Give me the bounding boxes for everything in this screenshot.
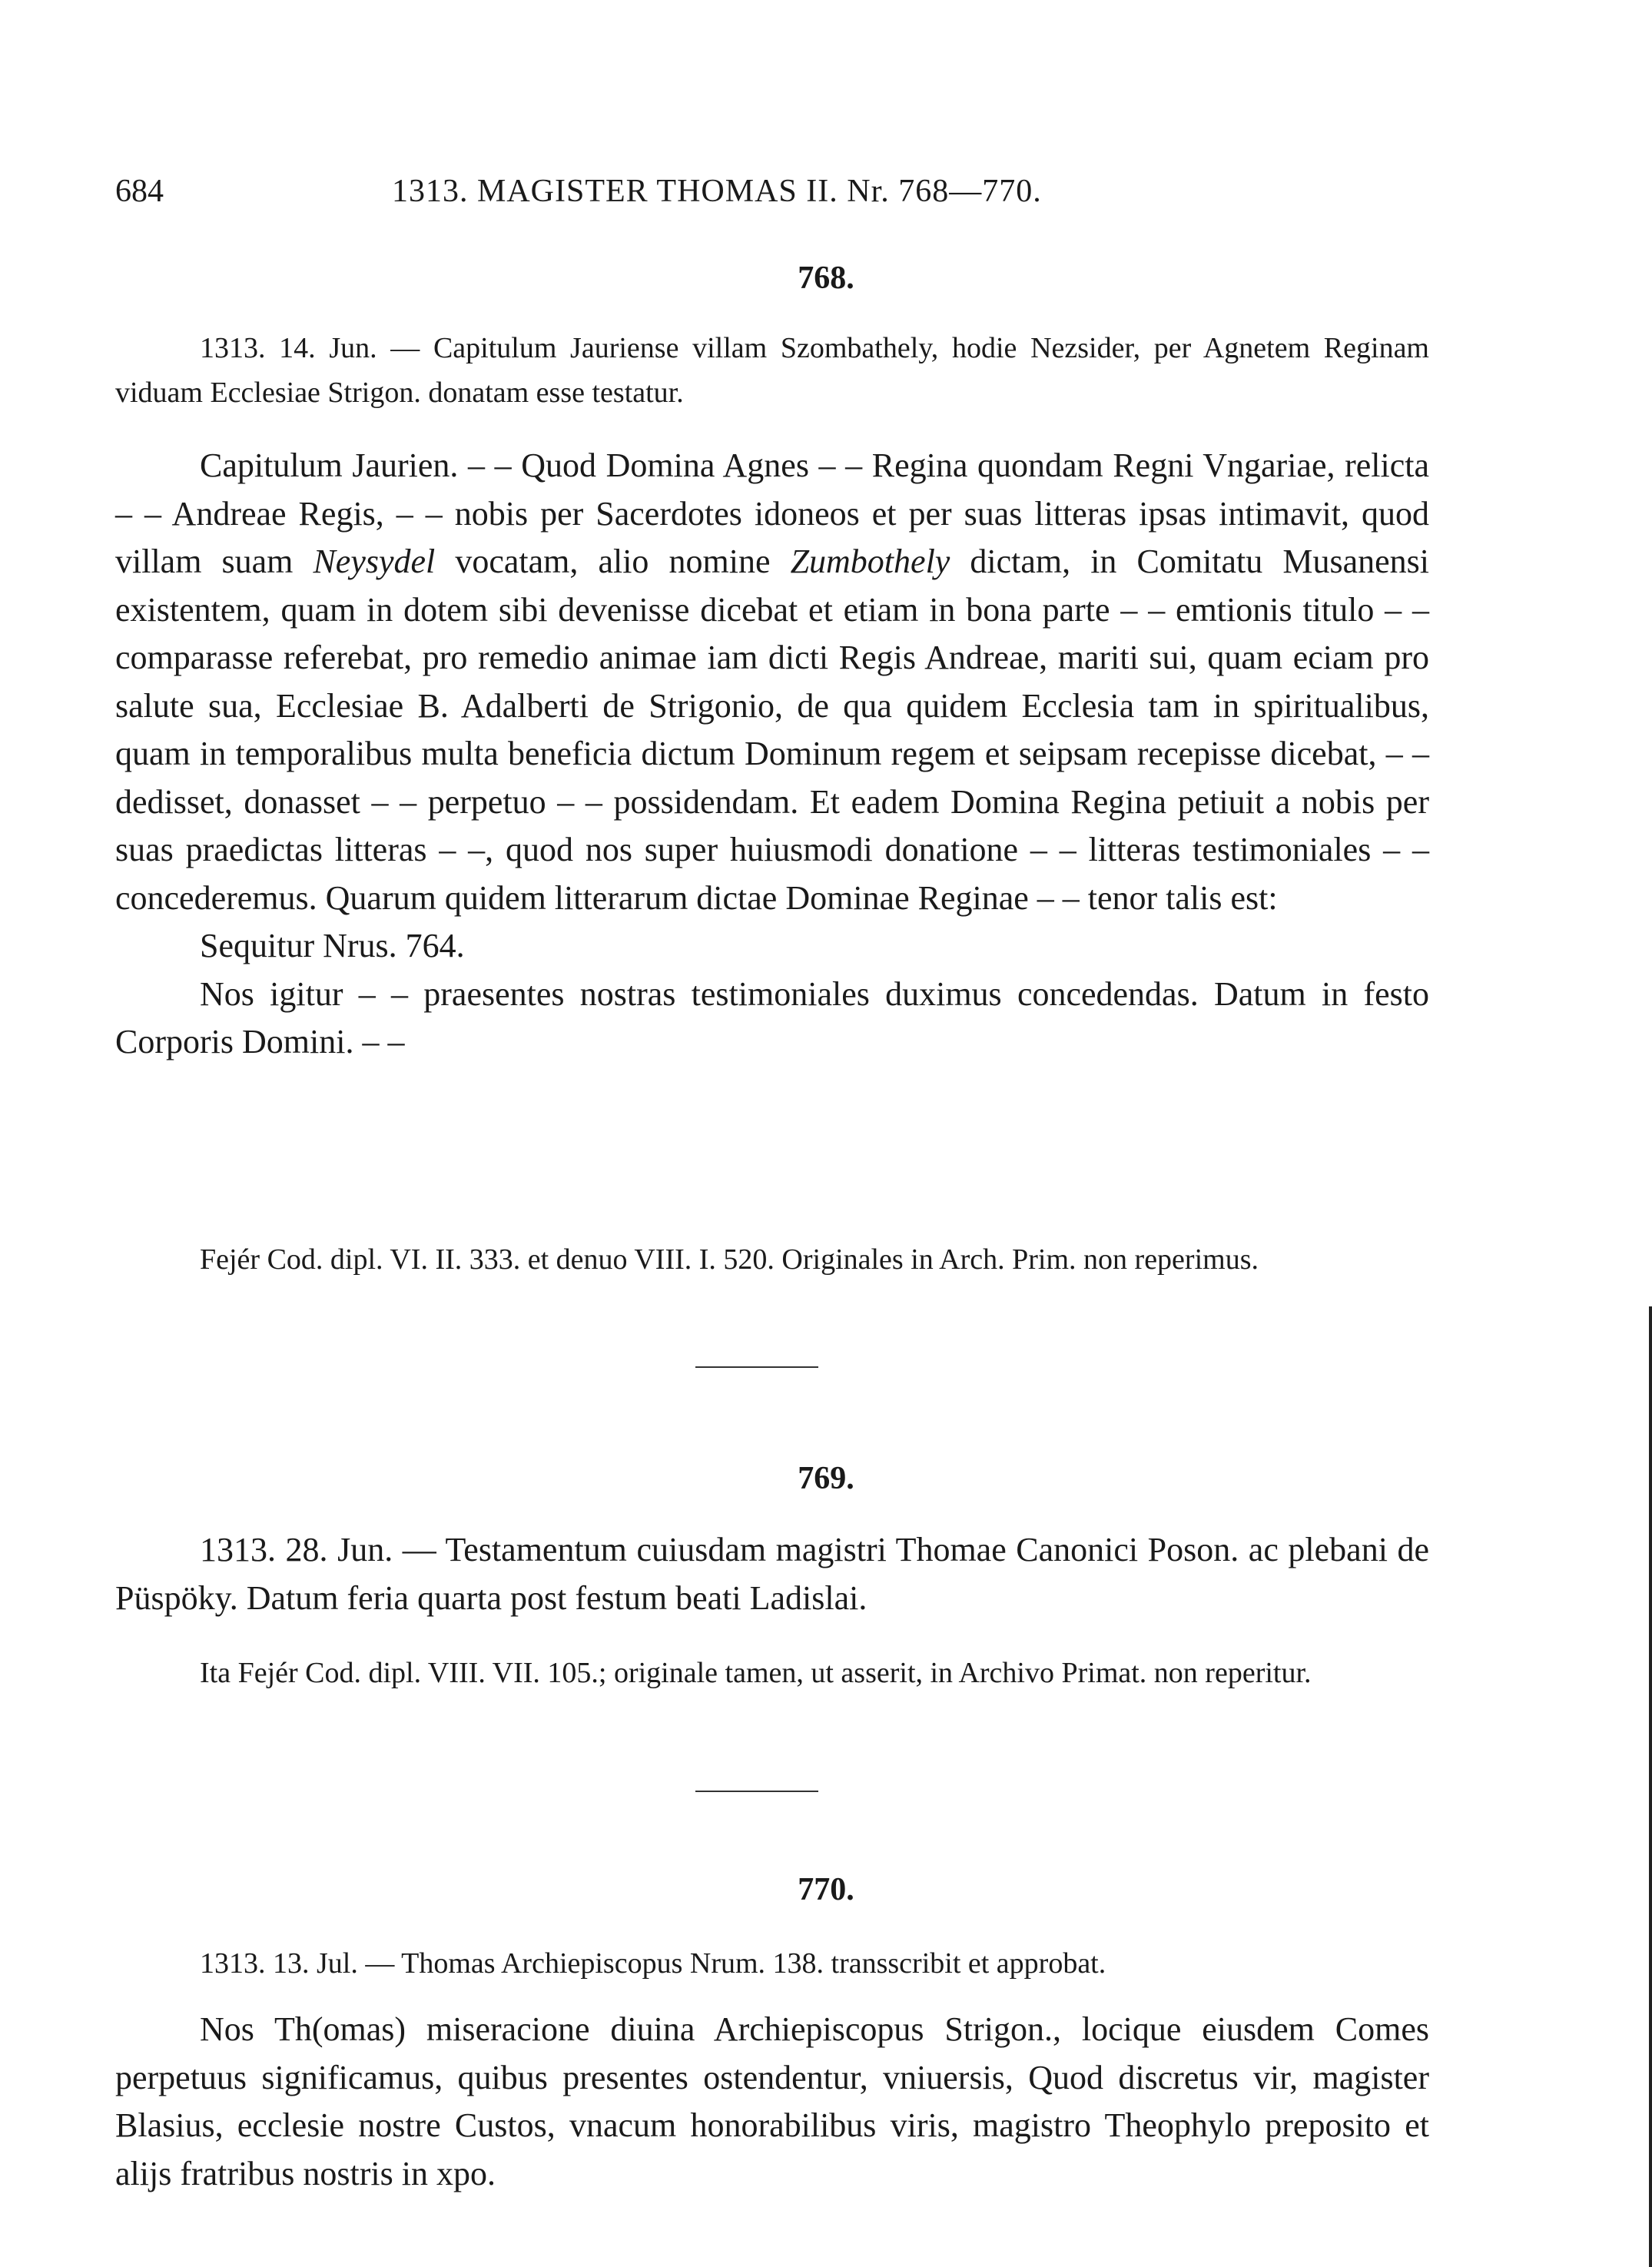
- section-divider: [695, 1366, 818, 1368]
- closing-paragraph: Nos igitur – – praesentes nostras testimoniales duximus concedendas. Datum in festo Corporis Domini. – –: [115, 974, 1429, 1060]
- summary-770: 1313. 13. Jul. — Thomas Archiepiscopus Nrum. 138. transscribit et approbat.: [200, 1947, 1106, 1980]
- place-name-zumbothely: Zumbothely: [790, 543, 950, 580]
- section-divider: [695, 1791, 818, 1792]
- page-number: 684: [115, 174, 164, 209]
- sequitur-line: Sequitur Nrus. 764.: [200, 927, 465, 964]
- document-number-769: 769.: [798, 1461, 854, 1496]
- scan-edge-shadow: [1649, 1306, 1652, 2267]
- summary-769: 1313. 28. Jun. — Testamentum cuiusdam magistri Thomae Canonici Poson. ac plebani de Püspöky. Datum feria quarta post festum beati Ladislai.: [115, 1531, 1429, 1617]
- source-note-768: Fejér Cod. dipl. VI. II. 333. et denuo VIII. I. 520. Originales in Arch. Prim. non reperimus.: [200, 1243, 1259, 1276]
- charter-text-770: Nos Th(omas) miseracione diuina Archiepiscopus Strigon., locique eiusdem Comes perpetuus significamus, quibus presentes ostendentur, vniuersis, Quod discretus vir, magister Blasius, ecclesie nostre Custos, vnacum honorabilibus viris, magistro Theophylo preposito et alijs fratribus nostris in xpo.: [115, 2010, 1429, 2192]
- document-number-768: 768.: [798, 261, 854, 296]
- document-number-770: 770.: [798, 1872, 854, 1907]
- page-header: [115, 173, 1421, 219]
- summary-768: 1313. 14. Jun. — Capitulum Jauriense villam Szombathely, hodie Nezsider, per Agnetem Reginam viduam Ecclesiae Strigon. donatam esse testatur.: [115, 332, 1429, 409]
- source-note-769: Ita Fejér Cod. dipl. VIII. VII. 105.; originale tamen, ut asserit, in Archivo Primat. non reperitur.: [200, 1657, 1312, 1689]
- charter-text-768: [115, 442, 1429, 1067]
- running-title: 1313. MAGISTER THOMAS II. Nr. 768—770.: [392, 174, 1042, 209]
- charter-paragraph: Capitulum Jaurien. – – Quod Domina Agnes – – Regina quondam Regni Vngariae, relicta – – Andreae Regis, – – nobis per Sacerdotes idoneos et per suas litteras ipsas intimavit, quod villam suam Neysydel vocatam, alio nomine Zumbothely dictam, in Comitatu Musanensi existentem, quam in dotem sibi devenisse dicebat et etiam in bona parte – – emtionis titulo – – comparasse referebat, pro remedio animae iam dicti Regis Andreae, mariti sui, quam eciam pro salute sua, Ecclesiae B. Adalberti de Strigonio, de qua quidem Ecclesia tam in spiritualibus, quam in temporalibus multa beneficia dictum Dominum regem et seipsam recepisse dicebat, – – dedisset, donasset – – perpetuo – – possidendam. Et eadem Domina Regina petiuit a nobis per suas praedictas litteras – –, quod nos super huiusmodi donatione – – litteras testimoniales – – concederemus. Quarum quidem litterarum dictae Dominae Reginae – – tenor talis est:: [115, 446, 1430, 917]
- place-name-neysydel: Neysydel: [313, 543, 436, 580]
